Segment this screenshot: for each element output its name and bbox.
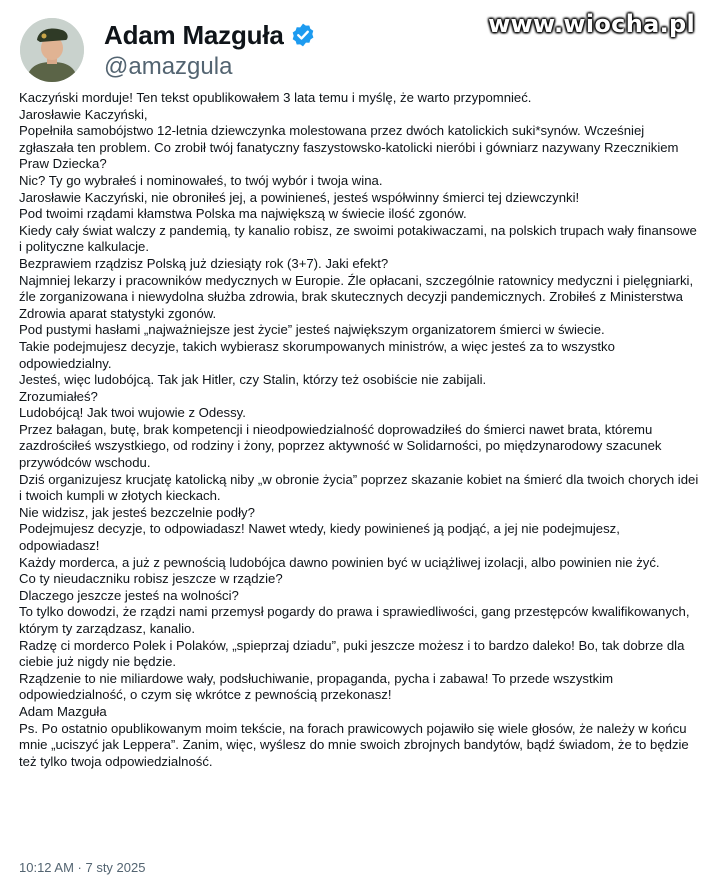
tweet-paragraph: Rządzenie to nie miliardowe wały, podsłuchiwanie, propaganda, pycha i zabawa! To przede wszystkim odpowiedzialność, o czym się wkrótce z pewnością przekonasz!: [19, 670, 614, 703]
verified-badge-icon: [290, 22, 316, 48]
tweet-header: [20, 14, 316, 86]
tweet-paragraph: Kaczyński morduje! Ten tekst opublikowałem 3 lata temu i myślę, że warto przypomnieć.: [19, 90, 532, 105]
tweet-timestamp[interactable]: 10:12 AM · 7 sty 2025: [19, 860, 146, 875]
tweet-paragraph: Popełniła samobójstwo 12-letnia dziewczynka molestowana przez dwóch katolickich suki*synów. Wcześniej zgłaszała ten problem. Co zrobił twój fanatyczny faszystowsko-katolicki nieróbi i gówniarz nazywany Rzecznikiem Praw Dziecka?: [19, 123, 679, 172]
tweet-paragraph: Dziś organizujesz krucjatę katolicką niby „w obronie życia” poprzez skazanie kobiet na śmierć dla twoich chorych idei i twoich kumpli w złotych kieckach.: [19, 471, 699, 504]
avatar[interactable]: [20, 18, 84, 82]
tweet-paragraph: To tylko dowodzi, że rządzi nami przemysł pogardy do prawa i sprawiedliwości, gang przestępców kwalifikowanych, którym ty zarządzasz, kanalio.: [19, 604, 690, 636]
tweet-paragraph: Nic? Ty go wybrałeś i nominowałeś, to twój wybór i twoja wina.: [19, 172, 383, 188]
tweet-paragraph: Ps. Po ostatnio opublikowanym moim tekście, na forach prawicowych pojawiło się wiele głosów, że należy w końcu mnie „uciszyć jak Leppera”. Zanim, więc, wyślesz do mnie swoich zbrojnych bandytów, bądź świadom, że to będzie też tylko twoja odpowiedzialność.: [19, 720, 689, 769]
tweet-paragraph: Takie podejmujesz decyzje, takich wybierasz skorumpowanych ministrów, a więc jesteś za to wszystko odpowiedzialny.: [19, 338, 615, 371]
user-handle[interactable]: @amazgula: [104, 52, 233, 80]
tweet-paragraph: Pod twoimi rządami kłamstwa Polska ma największą w świecie ilość zgonów.: [19, 206, 467, 222]
tweet-paragraph: Pod pustymi hasłami „najważniejsze jest życie” jesteś największym organizatorem śmierci w świecie.: [19, 322, 605, 338]
tweet-paragraph: Jarosławie Kaczyński, nie obroniłeś jej, a powinieneś, jesteś współwinny śmierci tej dziewczynki!: [19, 189, 580, 205]
display-name[interactable]: Adam Mazguła: [104, 19, 284, 50]
tweet-paragraph: Zrozumiałeś?: [19, 388, 98, 404]
tweet-paragraph: Co ty nieudaczniku robisz jeszcze w rządzie?: [19, 571, 283, 587]
author-names: [104, 20, 316, 81]
tweet-paragraph: Najmniej lekarzy i pracowników medycznych w Europie. Źle opłacani, szczególnie ratownicy medyczni i pielęgniarki, źle zorganizowana i niewydolna służba zdrowia, brak skutecznych decyzji pandemicznych. Zrobiłeś z Ministerstwa Zdrowia aparat statystyki zgonów.: [19, 272, 694, 321]
tweet-paragraph: Podejmujesz decyzje, to odpowiadasz! Nawet wtedy, kiedy powinieneś ją podjąć, a jej nie podejmujesz, odpowiadasz!: [19, 521, 620, 554]
tweet-paragraph: Przez bałagan, butę, brak kompetencji i nieodpowiedzialność doprowadziłeś do śmierci nawet brata, któremu zazdrościłeś wszystkiego, od rodziny i żony, poprzez aktywność w Solidarności, po międzynarodowy szacunek przywódców wschodu.: [19, 421, 662, 471]
tweet-paragraph: Jesteś, więc ludobójcą. Tak jak Hitler, czy Stalin, którzy też osobiście nie zabijali.: [19, 372, 487, 388]
tweet-paragraph: Jarosławie Kaczyński,: [19, 106, 148, 122]
tweet-paragraph: Każdy morderca, a już z pewnością ludobójca dawno powinien być w uciążliwej izolacji, albo powinien nie żyć.: [19, 554, 660, 570]
tweet-paragraph: Bezprawiem rządzisz Polską już dziesiąty rok (3+7). Jaki efekt?: [19, 255, 389, 271]
tweet-paragraph: Adam Mazguła: [19, 703, 107, 719]
profile-photo-icon: [20, 18, 84, 82]
tweet-paragraph: Ludobójcą! Jak twoi wujowie z Odessy.: [19, 405, 246, 421]
tweet-paragraph: Kiedy cały świat walczy z pandemią, ty kanalio robisz, ze swoimi potakiwaczami, na polskich trupach wały finansowe i polityczne kalkulacje.: [19, 222, 697, 255]
tweet-paragraph: Nie widzisz, jak jesteś bezczelnie podły?: [19, 504, 255, 520]
site-watermark: www.wiocha.pl: [488, 10, 695, 38]
tweet-paragraph: Radzę ci morderco Polek i Polaków, „spieprzaj dziadu”, puki jeszcze możesz i to bardzo daleko! Bo, tak dobrze dla ciebie już nigdy nie będzie.: [19, 637, 685, 670]
tweet-paragraph: Dlaczego jeszcze jesteś na wolności?: [19, 587, 239, 603]
tweet-text: [19, 90, 699, 770]
